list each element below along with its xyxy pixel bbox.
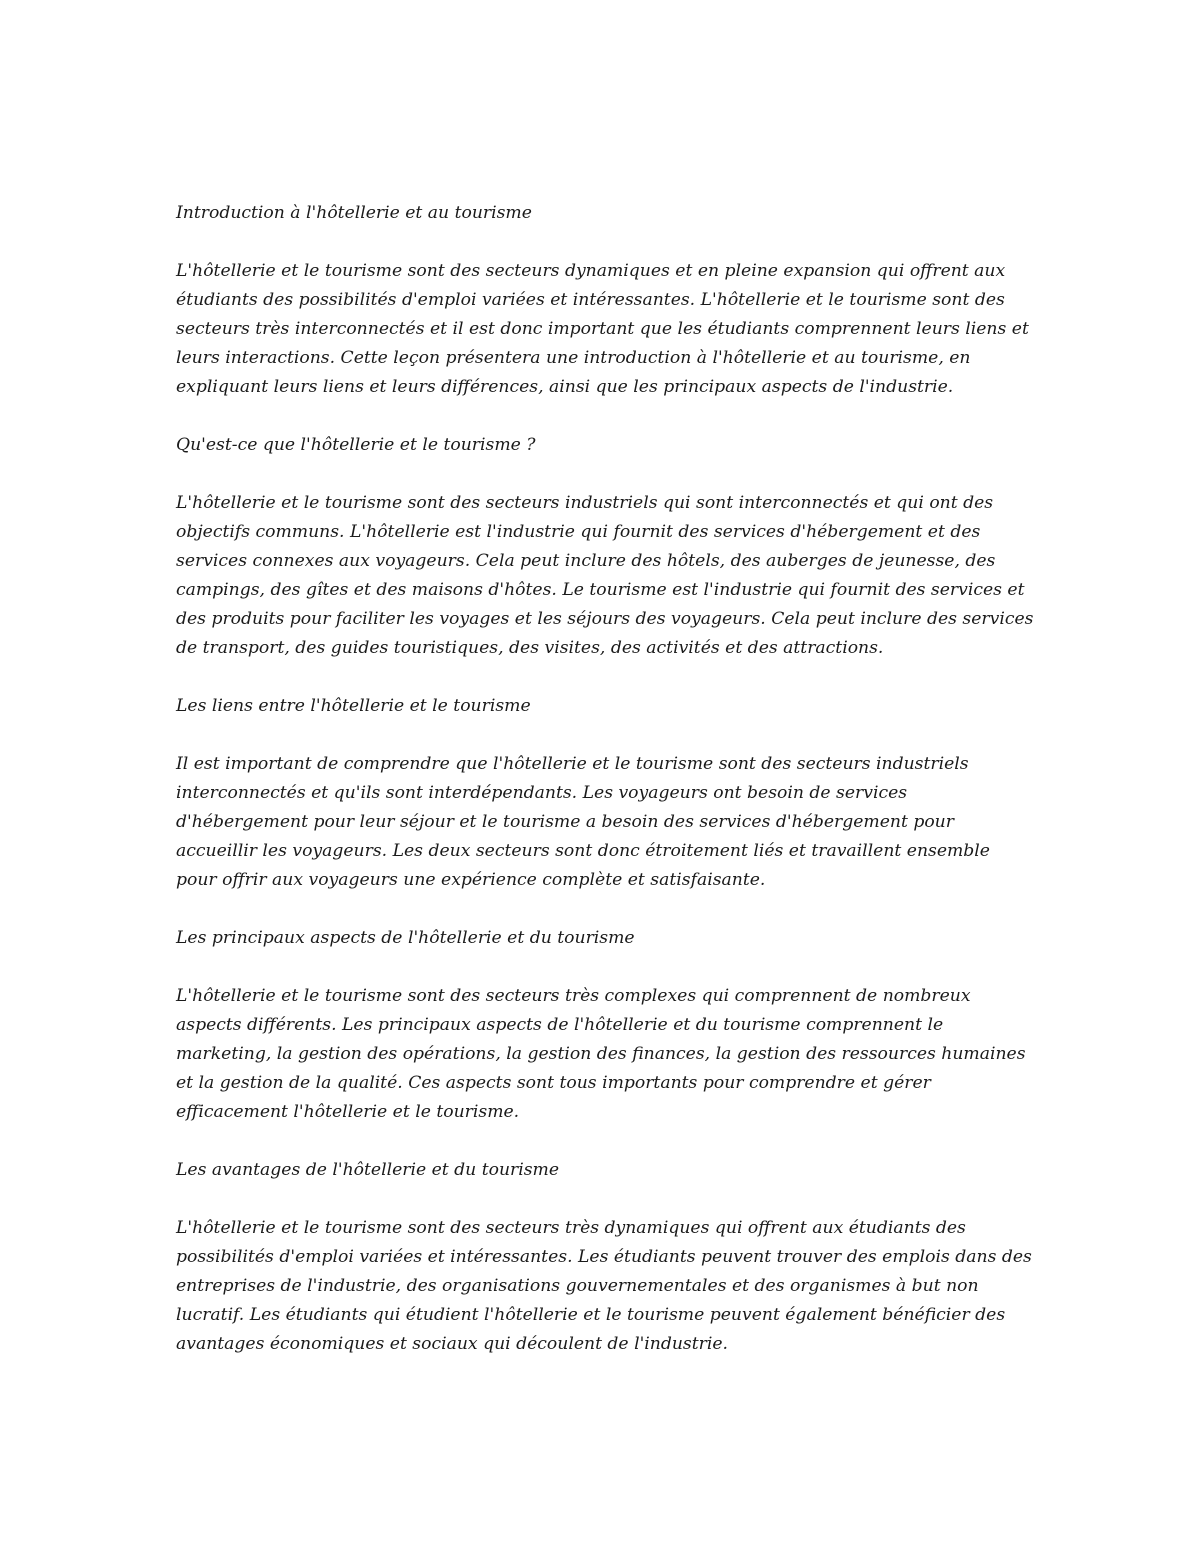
- section-heading-links: Les liens entre l'hôtellerie et le tourisme: [176, 696, 531, 716]
- paragraph-links: Il est important de comprendre que l'hôtellerie et le tourisme sont des secteurs industriels interconnectés et qu'ils sont interdépendants. Les voyageurs ont besoin de services d'hébergement pour leur séjour et le tourisme a besoin des services d'hébergement pour accueillir les voyageurs. Les deux secteurs sont donc étroitement liés et travaillent ensemble pour offrir aux voyageurs une expérience complète et satisfaisante.: [176, 754, 990, 890]
- section-heading-definition: Qu'est-ce que l'hôtellerie et le tourisme ?: [176, 435, 536, 455]
- paragraph-definition: L'hôtellerie et le tourisme sont des secteurs industriels qui sont interconnectés et qui ont des objectifs communs. L'hôtellerie est l'industrie qui fournit des services d'hébergement et des services connexes aux voyageurs. Cela peut inclure des hôtels, des auberges de jeunesse, des campings, des gîtes et des maisons d'hôtes. Le tourisme est l'industrie qui fournit des services et des produits pour faciliter les voyages et les séjours des voyageurs. Cela peut inclure des services de transport, des guides touristiques, des visites, des activités et des attractions.: [176, 493, 1034, 658]
- paragraph-aspects: L'hôtellerie et le tourisme sont des secteurs très complexes qui comprennent de nombreux aspects différents. Les principaux aspects de l'hôtellerie et du tourisme comprennent le marketing, la gestion des opérations, la gestion des finances, la gestion des ressources humaines et la gestion de la qualité. Ces aspects sont tous importants pour comprendre et gérer efficacement l'hôtellerie et le tourisme.: [176, 986, 1026, 1122]
- paragraph-introduction: L'hôtellerie et le tourisme sont des secteurs dynamiques et en pleine expansion qui offrent aux étudiants des possibilités d'emploi variées et intéressantes. L'hôtellerie et le tourisme sont des secteurs très interconnectés et il est donc important que les étudiants comprennent leurs liens et leurs interactions. Cette leçon présentera une introduction à l'hôtellerie et au tourisme, en expliquant leurs liens et leurs différences, ainsi que les principaux aspects de l'industrie.: [176, 261, 1029, 397]
- paragraph-benefits: L'hôtellerie et le tourisme sont des secteurs très dynamiques qui offrent aux étudiants des possibilités d'emploi variées et intéressantes. Les étudiants peuvent trouver des emplois dans des entreprises de l'industrie, des organisations gouvernementales et des organismes à but non lucratif. Les étudiants qui étudient l'hôtellerie et le tourisme peuvent également bénéficier des avantages économiques et sociaux qui découlent de l'industrie.: [176, 1218, 1032, 1354]
- section-heading-introduction: Introduction à l'hôtellerie et au tourisme: [176, 203, 532, 223]
- section-heading-aspects: Les principaux aspects de l'hôtellerie et du tourisme: [176, 928, 635, 948]
- section-heading-benefits: Les avantages de l'hôtellerie et du tourisme: [176, 1160, 560, 1180]
- document-body: [176, 199, 1036, 1388]
